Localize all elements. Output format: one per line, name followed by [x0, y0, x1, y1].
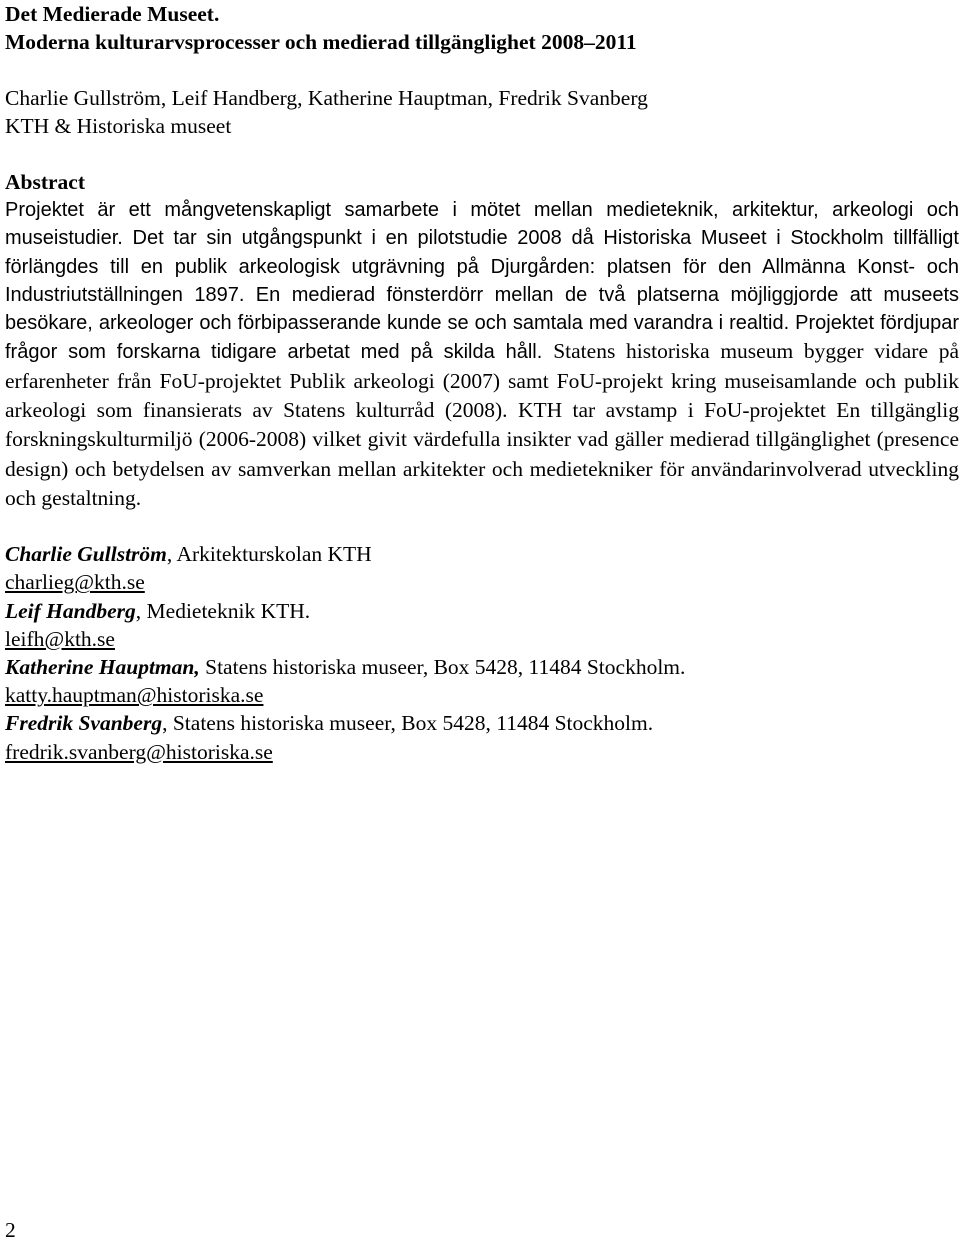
contact-details: , Arkitekturskolan KTH — [166, 542, 372, 567]
email-link[interactable]: fredrik.svanberg@historiska.se — [5, 739, 273, 764]
contact-name: Charlie Gullström — [5, 542, 167, 567]
contact-entry — [5, 653, 959, 681]
contact-entry — [5, 597, 959, 625]
page-number: 2 — [5, 1218, 16, 1242]
contact-entry — [5, 709, 959, 737]
contact-name: Fredrik Svanberg — [5, 711, 163, 736]
abstract-heading: Abstract — [5, 170, 86, 194]
contact-details: , Medieteknik KTH. — [135, 598, 311, 623]
abstract-part-1: Projektet är ett mångvetenskapligt samarbete i mötet mellan medieteknik, arkitektur, arkeologi och museistudier. Det tar sin utgångspunkt i en pilotstudie 2008 då Historiska Museet i Stockholm tillfälligt förlängdes till en publik arkeologisk utgrävning på Djurgården: platsen för den Allmänna Konst- och Industriutställningen 1897. En medierad fönsterdörr mellan de två platserna möjliggjorde att museets besökare, arkeologer och förbipasserande kunde se och samtala med varandra i realtid. Projektet fördjupar frågor som forskarna tidigare arbetat med på skilda håll. — [5, 199, 959, 364]
abstract-part-2: Statens historiska museum bygger vidare på erfarenheter från FoU-projektet Publik arkeologi (2007) samt FoU-projekt kring museisamlande och publik arkeologi som finansierats av Statens kulturråd (2008). KTH tar avstamp i FoU-projektet En tillgänglig forskningskulturmiljö (2006-2008) vilket givit värdefulla insikter vad gäller medierad tillgänglighet (presence design) och betydelsen av samverkan mellan arkitekter och medietekniker för användarinvolverad utveckling och gestaltning. — [5, 339, 959, 510]
email-link[interactable]: katty.hauptman@historiska.se — [5, 683, 264, 708]
contact-list — [5, 540, 959, 766]
contact-entry — [5, 540, 959, 568]
contact-details: Statens historiska museer, Box 5428, 11484 Stockholm. — [199, 655, 686, 680]
document-title: Det Medierade Museet. — [5, 2, 220, 26]
document-subtitle: Moderna kulturarvsprocesser och medierad tillgänglighet 2008–2011 — [5, 30, 637, 54]
email-link[interactable]: charlieg@kth.se — [5, 570, 145, 595]
contact-name: Katherine Hauptman, — [5, 655, 200, 680]
contact-name: Leif Handberg — [5, 598, 136, 623]
email-link[interactable]: leifh@kth.se — [5, 626, 115, 651]
author-list: Charlie Gullström, Leif Handberg, Katherine Hauptman, Fredrik Svanberg — [5, 86, 648, 110]
contact-details: , Statens historiska museer, Box 5428, 11484 Stockholm. — [162, 711, 654, 736]
affiliation: KTH & Historiska museet — [5, 114, 232, 138]
abstract-text — [5, 196, 959, 513]
document-page — [5, 0, 959, 766]
